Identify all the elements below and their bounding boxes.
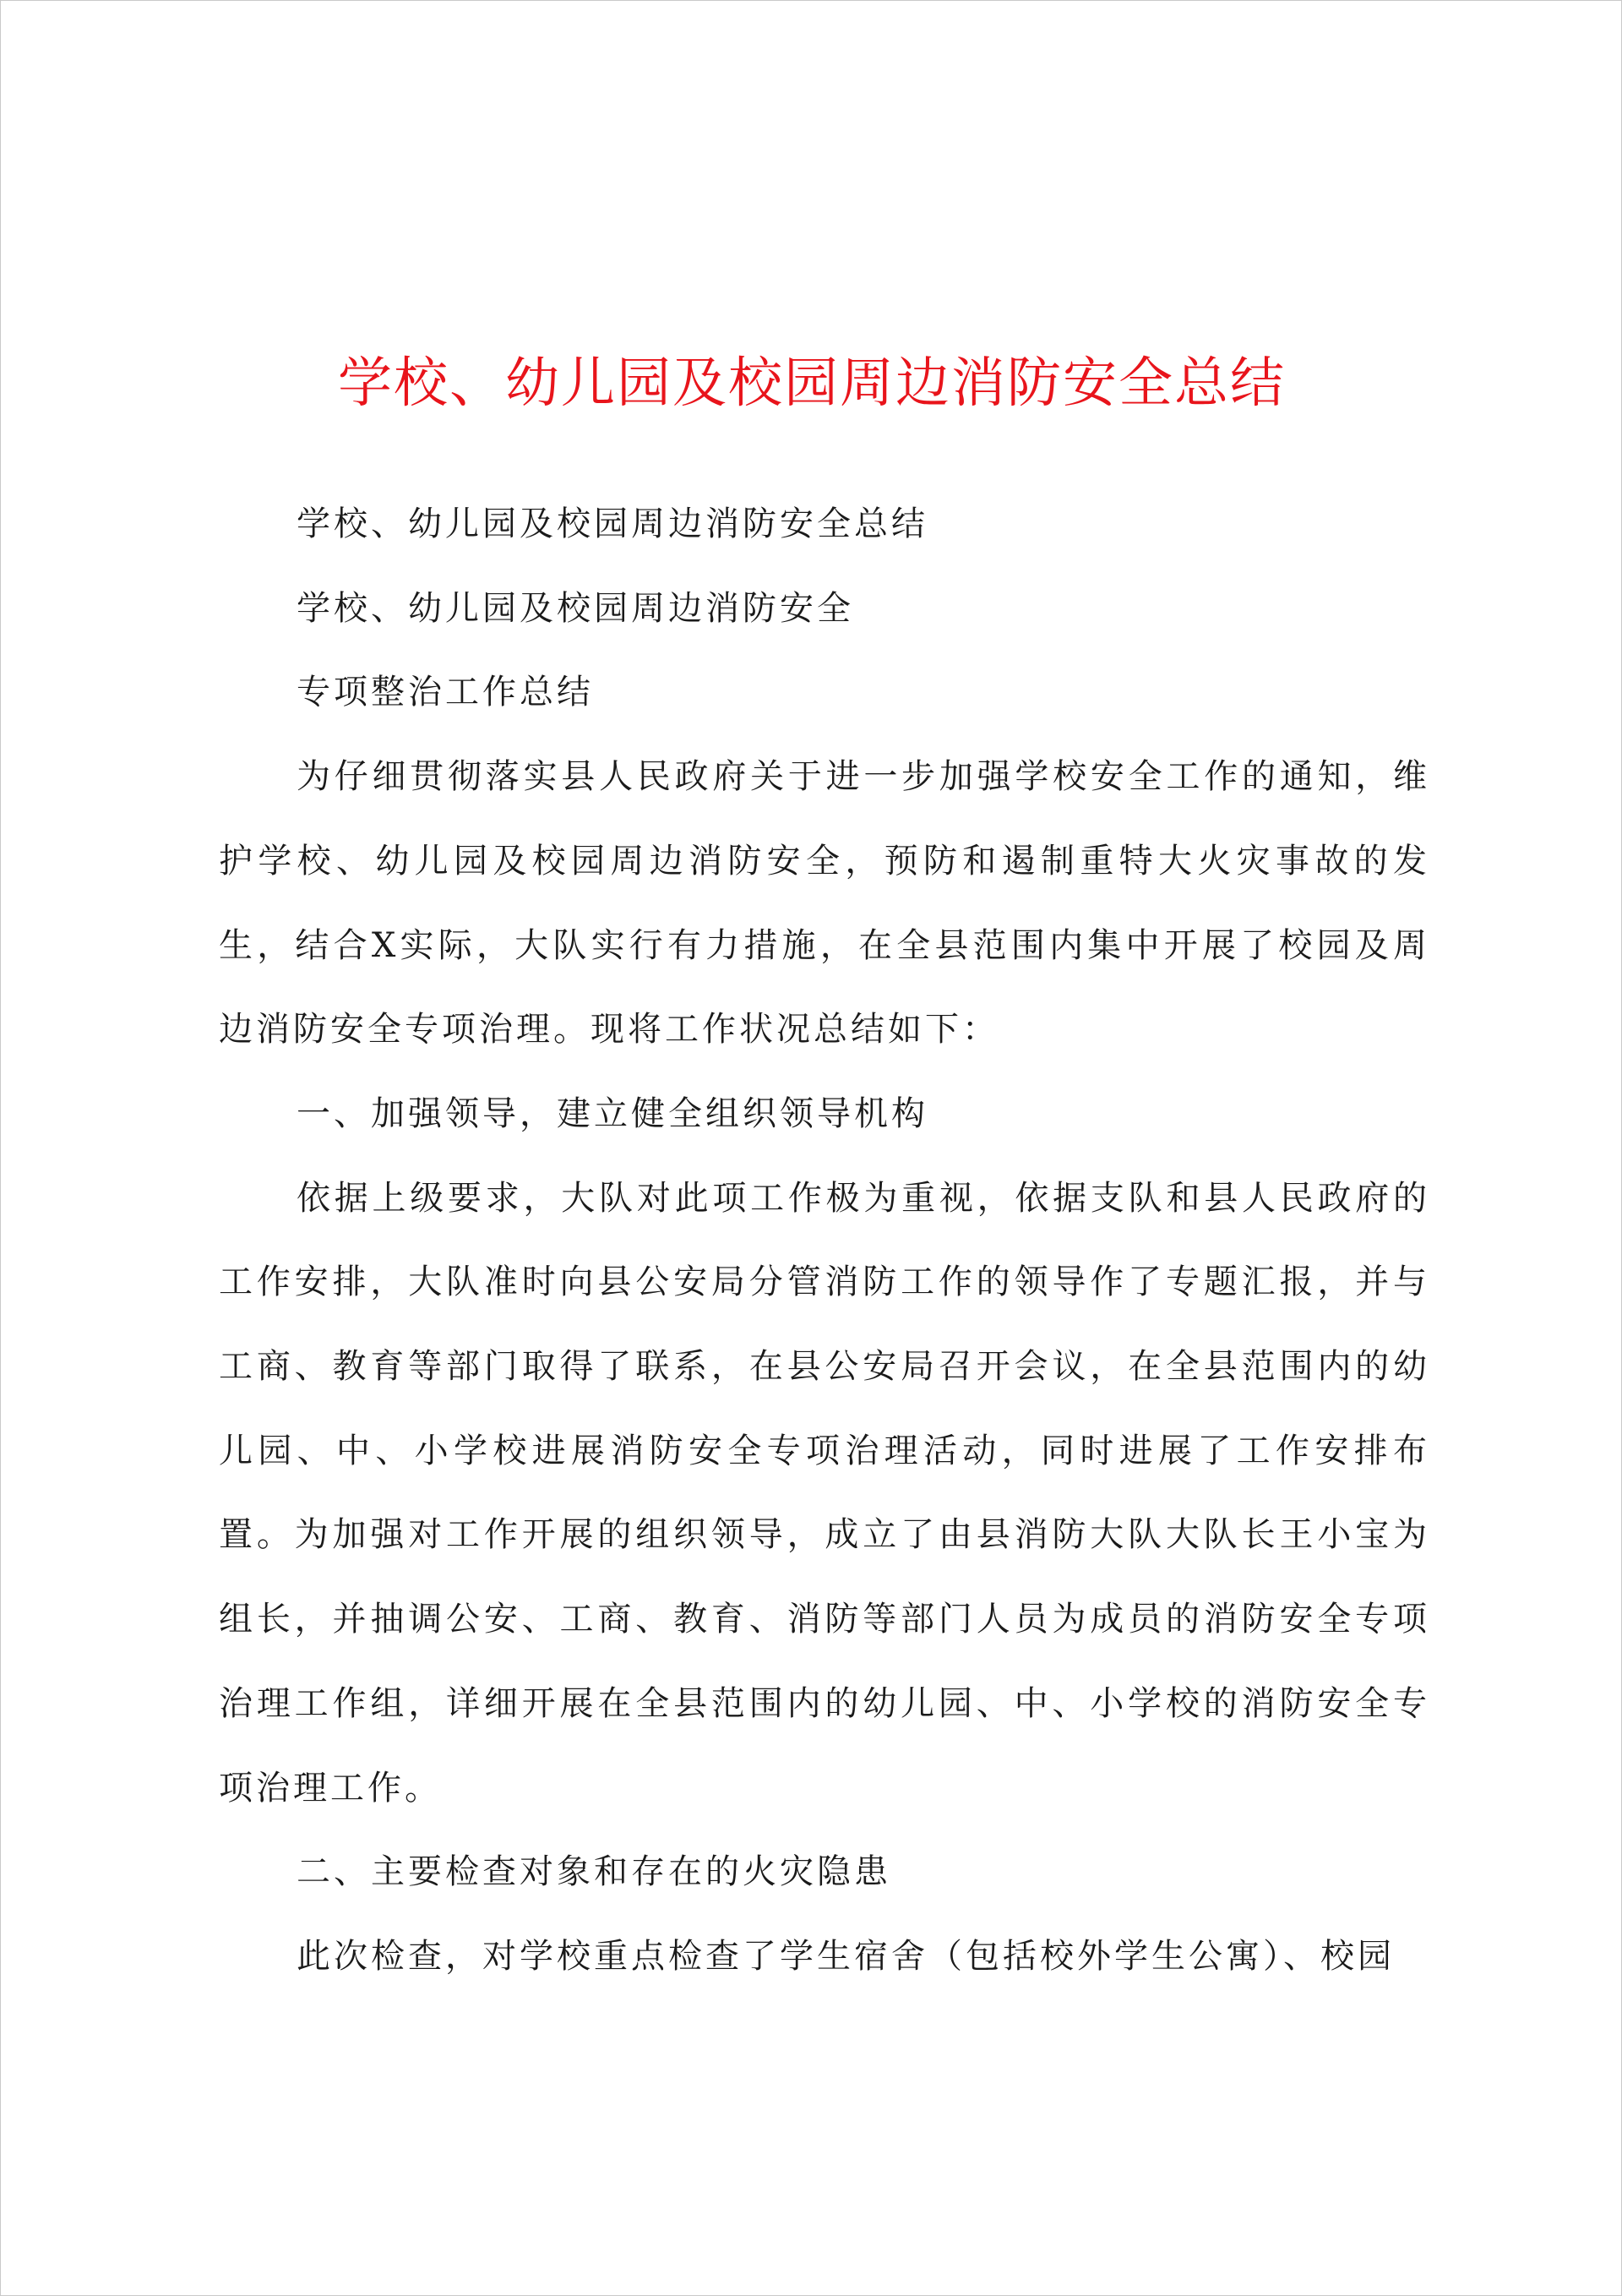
- document-title: 学校、幼儿园及校园周边消防安全总结: [338, 352, 1286, 415]
- paragraph-heading-line-1: 学校、幼儿园及校园周边消防安全: [297, 588, 854, 628]
- section-heading-1: 一、加强领导，建立健全组织领导机构: [297, 1093, 928, 1133]
- paragraph-subtitle: 学校、幼儿园及校园周边消防安全总结: [297, 504, 928, 543]
- paragraph-section-2: 此次检查，对学校重点检查了学生宿舍（包括校外学生公寓）、校园: [297, 1936, 1395, 1976]
- paragraph-intro: 为仔细贯彻落实县人民政府关于进一步加强学校安全工作的通知，维护学校、幼儿园及校园周边消防安全，预防和遏制重特大火灾事故的发生，结合X实际，大队实行有力措施，在全县范围内集中开展了校园及周边消防安全专项治理。现将工作状况总结如下：: [219, 757, 1430, 1050]
- paragraph-heading-line-2: 专项整治工作总结: [297, 673, 594, 712]
- section-heading-2: 二、主要检查对象和存在的火灾隐患: [297, 1852, 891, 1892]
- paragraph-section-1: 依据上级要求，大队对此项工作极为重视，依据支队和县人民政府的工作安排，大队准时向县公安局分管消防工作的领导作了专题汇报，并与工商、教育等部门取得了联系，在县公安局召开会议，在全县范围内的幼儿园、中、小学校进展消防安全专项治理活动，同时进展了工作安排布置。为加强对工作开展的组织领导，成立了由县消防大队大队长王小宝为组长，并抽调公安、工商、教育、消防等部门人员为成员的消防安全专项治理工作组，详细开展在全县范围内的幼儿园、中、小学校的消防安全专项治理工作。: [219, 1178, 1430, 1808]
- document-body: [219, 483, 1430, 1999]
